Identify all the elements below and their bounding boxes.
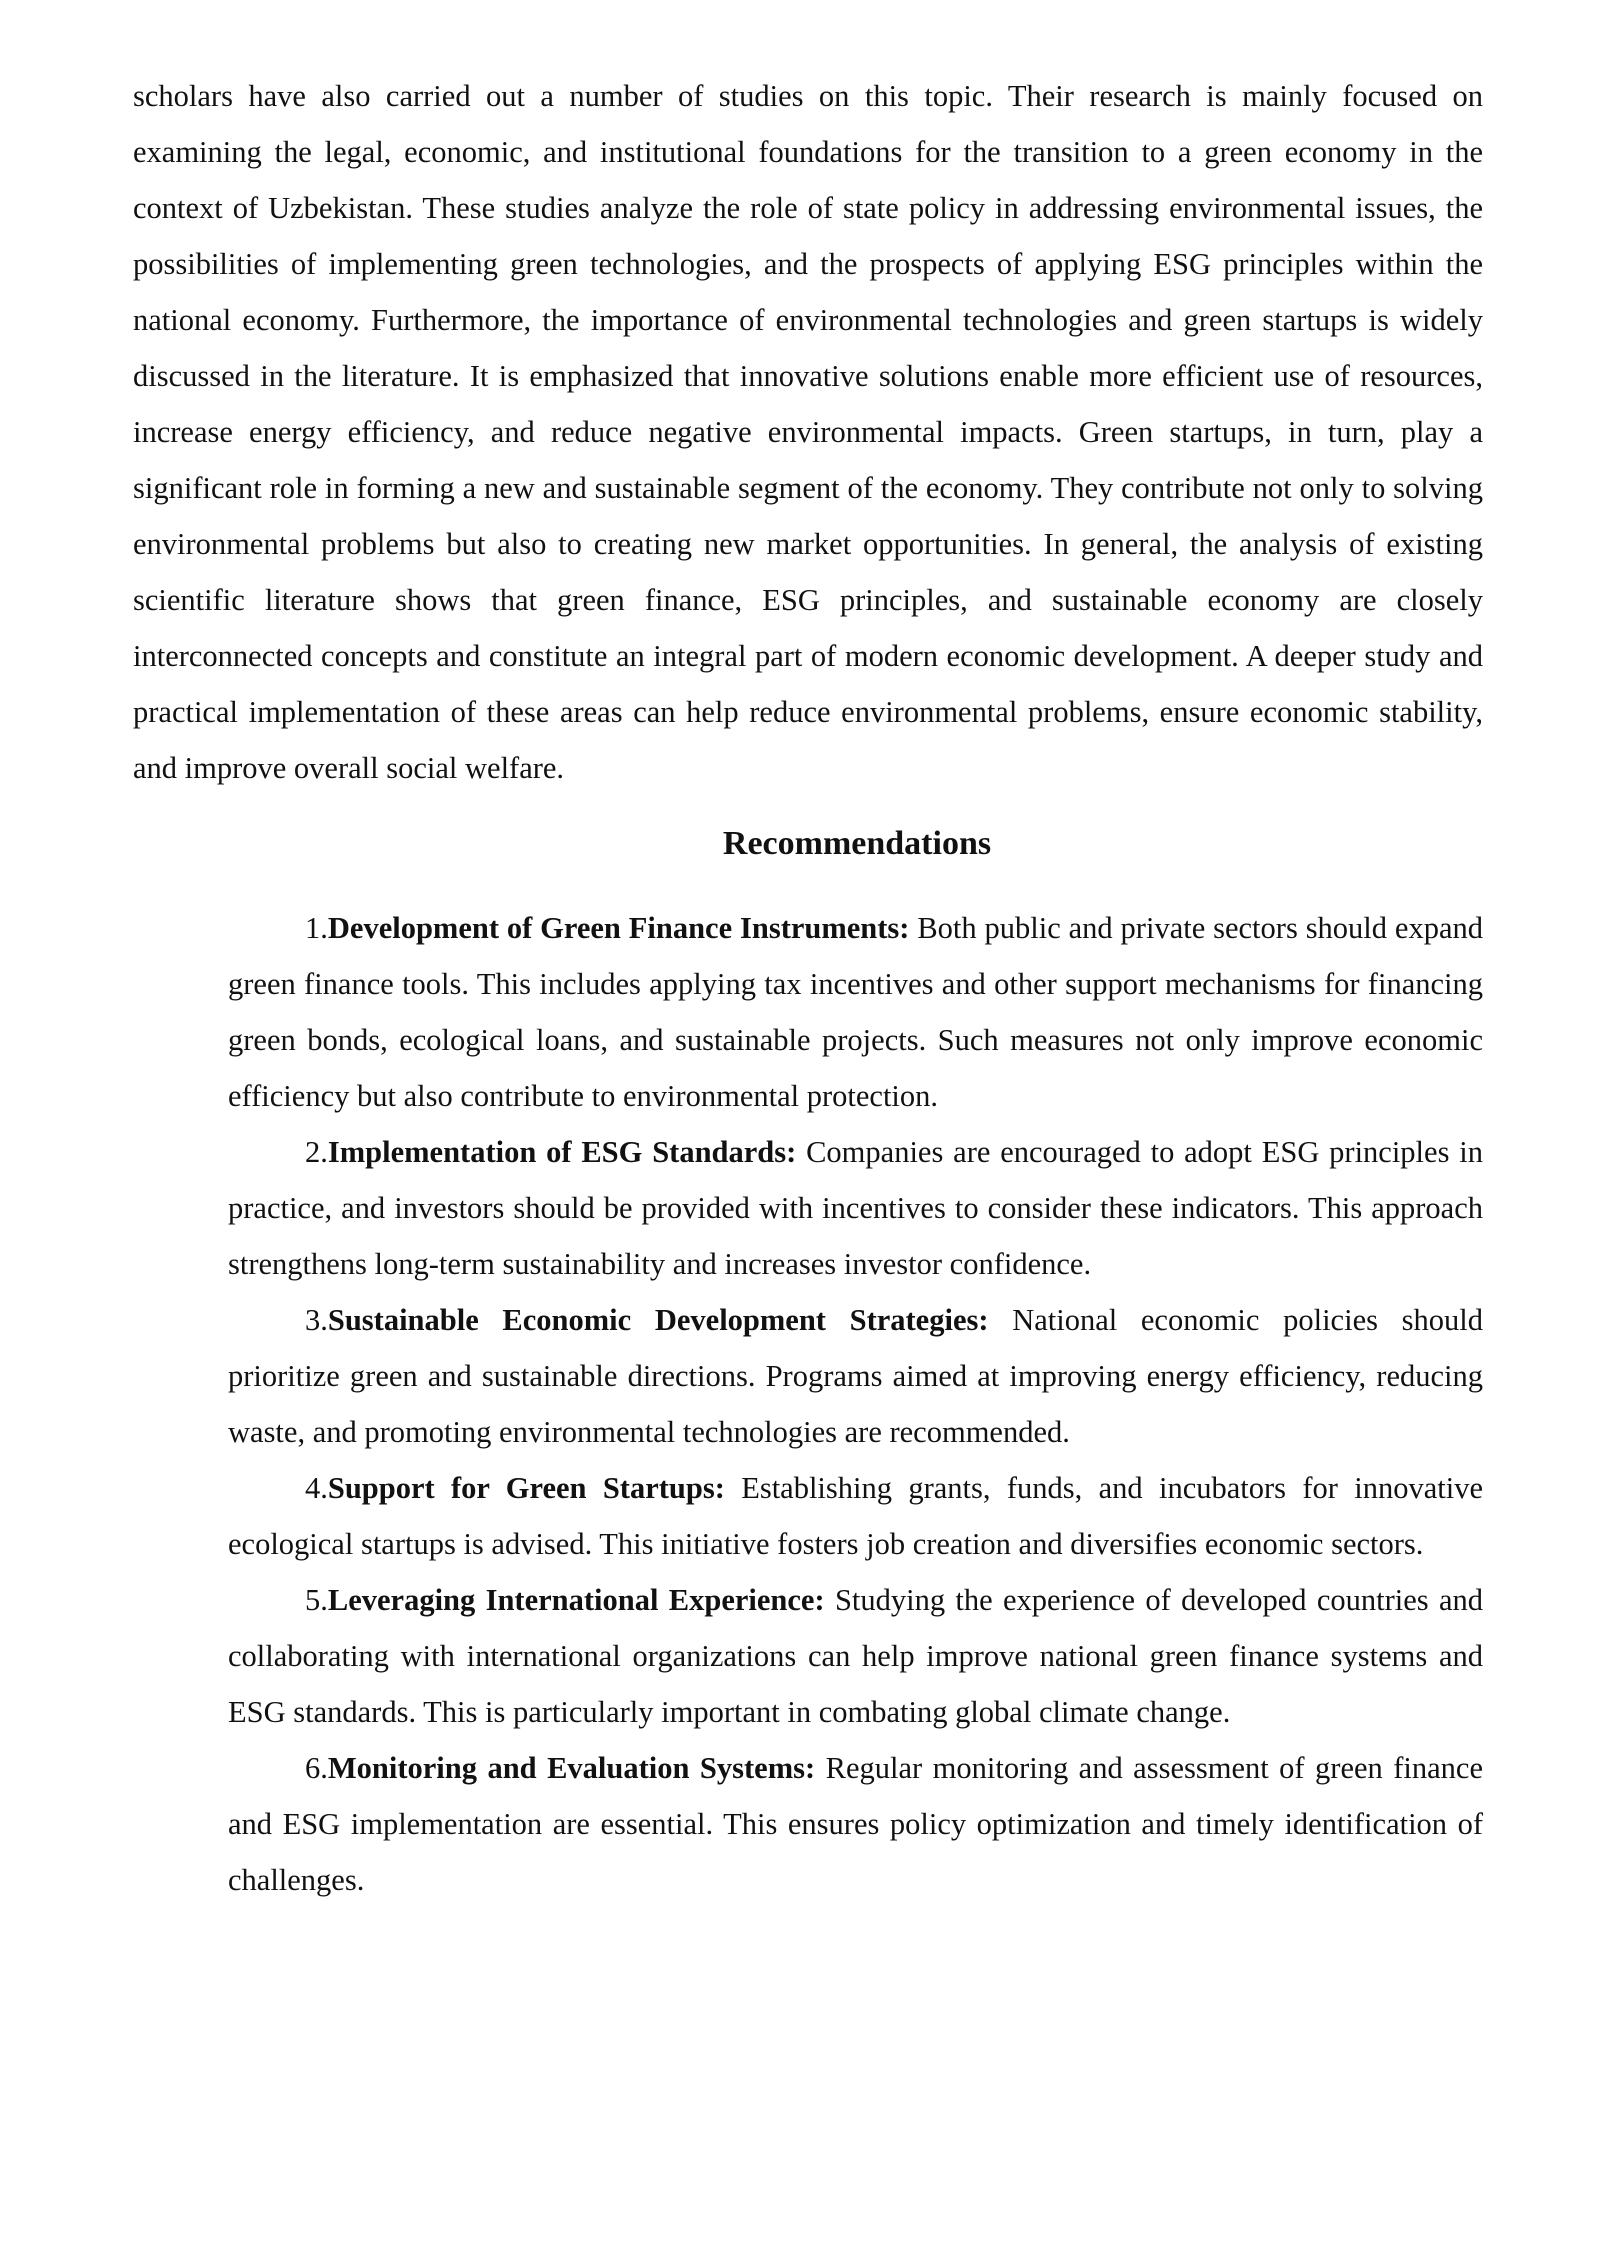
recommendation-number: 5. [305, 1583, 328, 1617]
recommendation-item [228, 1460, 1483, 1572]
recommendation-text: National economic policies should prioritize green and sustainable directions. Programs aimed at improving energy efficiency, reducing waste, and promoting environmental technologies are recommended. [228, 1303, 1483, 1449]
recommendation-text: Studying the experience of developed countries and collaborating with international organizations can help improve national green finance systems and ESG standards. This is particularly important in combating global climate change. [228, 1583, 1483, 1729]
recommendation-title: Implementation of ESG Standards: [327, 1135, 797, 1169]
recommendation-title: Support for Green Startups: [327, 1471, 725, 1505]
recommendation-text: Companies are encouraged to adopt ESG principles in practice, and investors should be provided with incentives to consider these indicators. This approach strengthens long-term sustainability and increases investor confidence. [228, 1135, 1483, 1281]
intro-paragraph: scholars have also carried out a number of studies on this topic. Their research is mainly focused on examining the legal, economic, and institutional foundations for the transition to a green economy in the context of Uzbekistan. These studies analyze the role of state policy in addressing environmental issues, the possibilities of implementing green technologies, and the prospects of applying ESG principles within the national economy. Furthermore, the importance of environmental technologies and green startups is widely discussed in the literature. It is emphasized that innovative solutions enable more efficient use of resources, increase energy efficiency, and reduce negative environmental impacts. Green startups, in turn, play a significant role in forming a new and sustainable segment of the economy. They contribute not only to solving environmental problems but also to creating new market opportunities. In general, the analysis of existing scientific literature shows that green finance, ESG principles, and sustainable economy are closely interconnected concepts and constitute an integral part of modern economic development. A deeper study and practical implementation of these areas can help reduce environmental problems, ensure economic stability, and improve overall social welfare. [133, 79, 1483, 785]
recommendation-number: 2. [305, 1135, 328, 1169]
recommendation-text: Establishing grants, funds, and incubators for innovative ecological startups is advised. This initiative fosters job creation and diversifies economic sectors. [228, 1471, 1484, 1561]
recommendation-number: 4. [305, 1471, 328, 1505]
recommendation-title: Sustainable Economic Development Strategies: [327, 1303, 989, 1337]
recommendation-text: Regular monitoring and assessment of green finance and ESG implementation are essential. This ensures policy optimization and timely identification of challenges. [228, 1751, 1483, 1897]
recommendations-list [228, 900, 1483, 1908]
recommendation-item [228, 1572, 1483, 1740]
recommendation-title: Monitoring and Evaluation Systems: [327, 1751, 816, 1785]
recommendation-item [228, 1740, 1483, 1908]
recommendation-title: Development of Green Finance Instruments: [327, 911, 910, 945]
recommendation-item [228, 1292, 1483, 1460]
recommendations-heading: Recommendations [722, 825, 992, 862]
recommendation-number: 6. [305, 1751, 328, 1785]
recommendation-item [228, 900, 1483, 1124]
recommendation-item [228, 1124, 1483, 1292]
recommendation-text: Both public and private sectors should expand green finance tools. This includes applying tax incentives and other support mechanisms for financing green bonds, ecological loans, and sustainable projects. Such measures not only improve economic efficiency but also contribute to environmental protection. [228, 911, 1483, 1113]
recommendation-title: Leveraging International Experience: [327, 1583, 825, 1617]
recommendation-number: 1. [305, 911, 328, 945]
recommendation-number: 3. [305, 1303, 328, 1337]
